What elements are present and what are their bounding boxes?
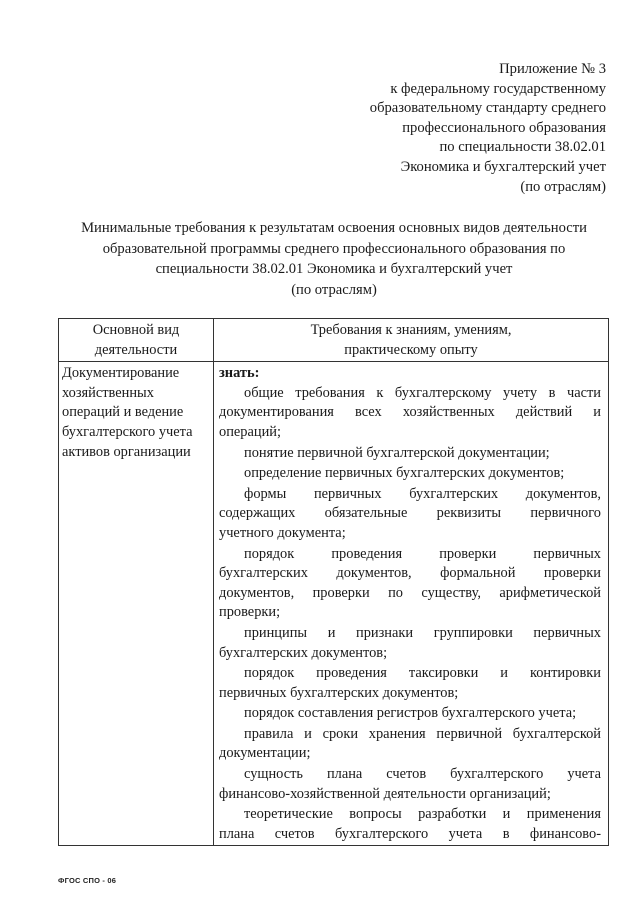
requirement-line: первичных бухгалтерских документов; <box>219 684 459 701</box>
page-footer: ФГОС СПО - 06 <box>58 876 117 885</box>
table-header-row <box>59 319 609 362</box>
title-line: специальности 38.02.01 Экономика и бухгалтерский учет <box>155 261 513 277</box>
requirement-line: операций; <box>219 423 281 440</box>
requirement-line: бухгалтерских документов; <box>219 644 388 661</box>
requirement-item <box>219 444 601 464</box>
appendix-line: профессионального образования <box>402 119 606 136</box>
requirement-line: сущность плана счетов бухгалтерского учета <box>244 766 601 783</box>
requirements-list <box>219 384 601 845</box>
requirement-line: проверки; <box>219 604 281 621</box>
requirement-item <box>219 384 601 443</box>
requirement-line: порядок проведения таксировки и контировки <box>244 665 601 682</box>
requirement-line: определение первичных бухгалтерских документов; <box>244 465 565 482</box>
appendix-line: к федеральному государственному <box>390 80 606 97</box>
header-activity: Основной вид деятельности <box>59 319 214 362</box>
requirement-line: документов, проверки по существу, арифметической <box>219 584 601 601</box>
appendix-line: образовательному стандарту среднего <box>369 100 606 117</box>
requirement-line: общие требования к бухгалтерскому учету в части <box>244 384 601 401</box>
requirement-line: финансово-хозяйственной деятельности организаций; <box>219 785 551 802</box>
activity-line: операций и ведение <box>62 404 184 421</box>
requirement-line: принципы и признаки группировки первичных <box>244 624 601 641</box>
requirement-line: учетного документа; <box>219 524 346 541</box>
appendix-line: по специальности 38.02.01 <box>439 139 606 156</box>
requirement-item <box>219 725 601 764</box>
activity-cell <box>59 362 214 846</box>
header-requirements: Требования к знаниям, умениям, практическому опыту <box>214 319 609 362</box>
requirement-item <box>219 805 601 844</box>
title-line: образовательной программы среднего профессионального образования по <box>102 240 566 257</box>
activity-line: хозяйственных <box>62 384 154 401</box>
requirements-cell <box>214 362 609 846</box>
title-line: (по отраслям) <box>291 281 377 298</box>
document-title <box>56 218 612 300</box>
appendix-header <box>246 60 606 197</box>
requirement-line: правила и сроки хранения первичной бухгалтерской <box>244 725 601 742</box>
requirement-item <box>219 545 601 623</box>
requirement-line: плана счетов бухгалтерского учета в финансово- <box>219 825 601 842</box>
requirements-table <box>58 318 609 846</box>
appendix-line: Экономика и бухгалтерский учет <box>400 158 606 175</box>
appendix-line: (по отраслям) <box>520 178 606 195</box>
title-line: Минимальные требования к результатам освоения основных видов деятельности <box>81 220 587 236</box>
activity-line: Документирование <box>62 365 180 382</box>
requirement-line: порядок составления регистров бухгалтерского учета; <box>244 705 577 722</box>
requirement-line: формы первичных бухгалтерских документов, <box>244 485 601 502</box>
requirement-item <box>219 664 601 703</box>
requirement-line: теоретические вопросы разработки и применения <box>244 806 601 823</box>
requirement-item <box>219 485 601 544</box>
requirement-item <box>219 704 601 724</box>
requirement-line: понятие первичной бухгалтерской документации; <box>244 444 550 461</box>
activity-line: бухгалтерского учета <box>62 423 193 440</box>
requirement-item <box>219 624 601 663</box>
requirement-item <box>219 464 601 484</box>
requirement-line: документирования всех хозяйственных действий и <box>219 404 601 421</box>
activity-line: активов организации <box>62 443 191 460</box>
requirement-line: порядок проведения проверки первичных <box>244 545 601 562</box>
appendix-line: Приложение № 3 <box>499 61 606 77</box>
requirement-line: документации; <box>219 745 311 762</box>
table-row <box>59 362 609 846</box>
requirement-line: содержащих обязательные реквизиты первичного <box>219 505 601 522</box>
requirement-item <box>219 765 601 804</box>
requirement-line: бухгалтерских документов, формальной проверки <box>219 565 601 582</box>
know-label: знать: <box>219 365 260 382</box>
